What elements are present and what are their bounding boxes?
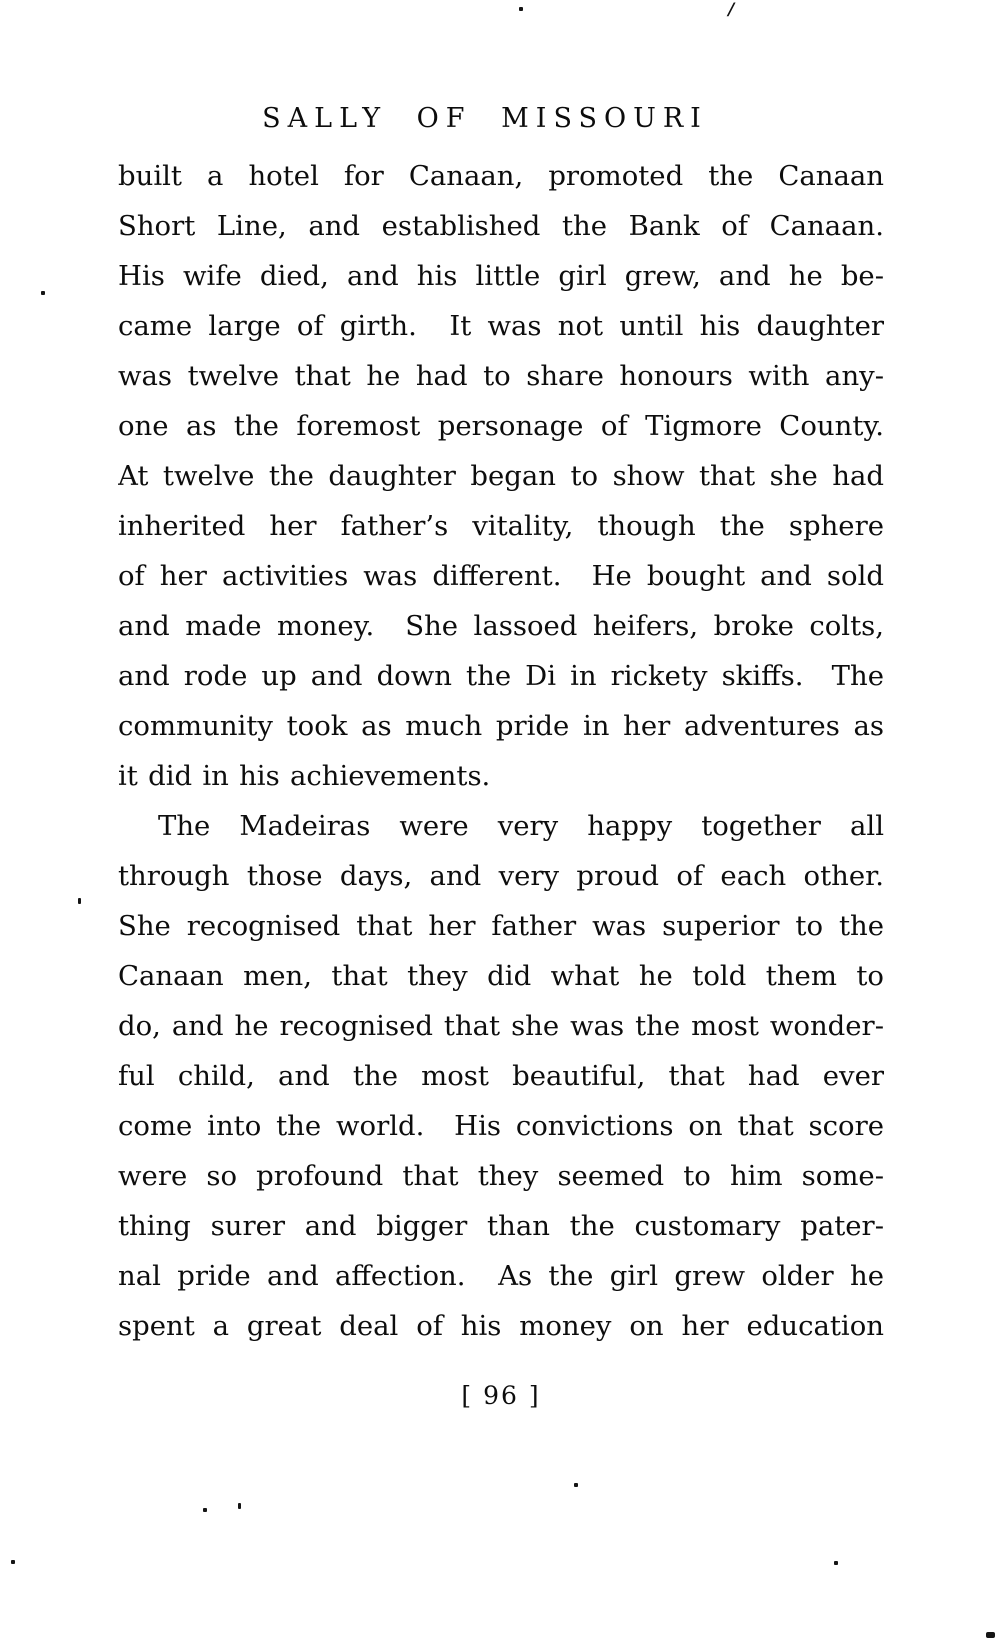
text-line: and rode up and down the Di in rickety skiffs. The <box>118 660 884 692</box>
text-line: thing surer and bigger than the customary pater- <box>118 1210 884 1242</box>
text-line: came large of girth. It was not until his daughter <box>118 310 884 342</box>
running-header: SALLY OF MISSOURI <box>262 103 708 134</box>
text-line: nal pride and affection. As the girl grew older he <box>118 1260 884 1292</box>
text-line: The Madeiras were very happy together all <box>158 810 884 842</box>
text-line: Canaan men, that they did what he told them to <box>118 960 884 992</box>
text-line: of her activities was different. He bought and sold <box>118 560 884 592</box>
text-line: through those days, and very proud of each other. <box>118 860 884 892</box>
text-line: was twelve that he had to share honours with any- <box>118 360 884 392</box>
speck-artifact <box>41 291 45 295</box>
speck-artifact <box>203 1508 207 1512</box>
speck-artifact <box>238 1503 241 1509</box>
speck-artifact <box>78 898 81 904</box>
speck-artifact <box>834 1561 838 1565</box>
text-line: built a hotel for Canaan, promoted the Canaan <box>118 160 884 192</box>
text-line: spent a great deal of his money on her education <box>118 1310 884 1342</box>
text-line: She recognised that her father was superior to the <box>118 910 884 942</box>
text-line: do, and he recognised that she was the most wonder- <box>118 1010 884 1042</box>
page-text <box>118 151 884 1351</box>
text-line: one as the foremost personage of Tigmore County. <box>118 410 884 442</box>
text-line: His wife died, and his little girl grew, and he be- <box>118 260 884 292</box>
text-line: and made money. She lassoed heifers, broke colts, <box>118 610 884 642</box>
speck-artifact <box>574 1483 578 1487</box>
speck-artifact <box>986 1632 995 1638</box>
text-line: it did in his achievements. <box>118 760 491 792</box>
text-line: inherited her father’s vitality, though the sphere <box>118 510 884 542</box>
text-line: At twelve the daughter began to show that she had <box>118 460 884 492</box>
slash-mark-artifact: / <box>728 0 735 20</box>
text-line: ful child, and the most beautiful, that had ever <box>118 1060 884 1092</box>
text-line: community took as much pride in her adventures as <box>118 710 884 742</box>
text-line: were so profound that they seemed to him some- <box>118 1160 884 1192</box>
text-line: come into the world. His convictions on that score <box>118 1110 884 1142</box>
page-number-folio: [ 96 ] <box>461 1381 541 1410</box>
speck-artifact <box>11 1560 15 1564</box>
speck-artifact <box>519 7 523 11</box>
text-line: Short Line, and established the Bank of Canaan. <box>118 210 884 242</box>
